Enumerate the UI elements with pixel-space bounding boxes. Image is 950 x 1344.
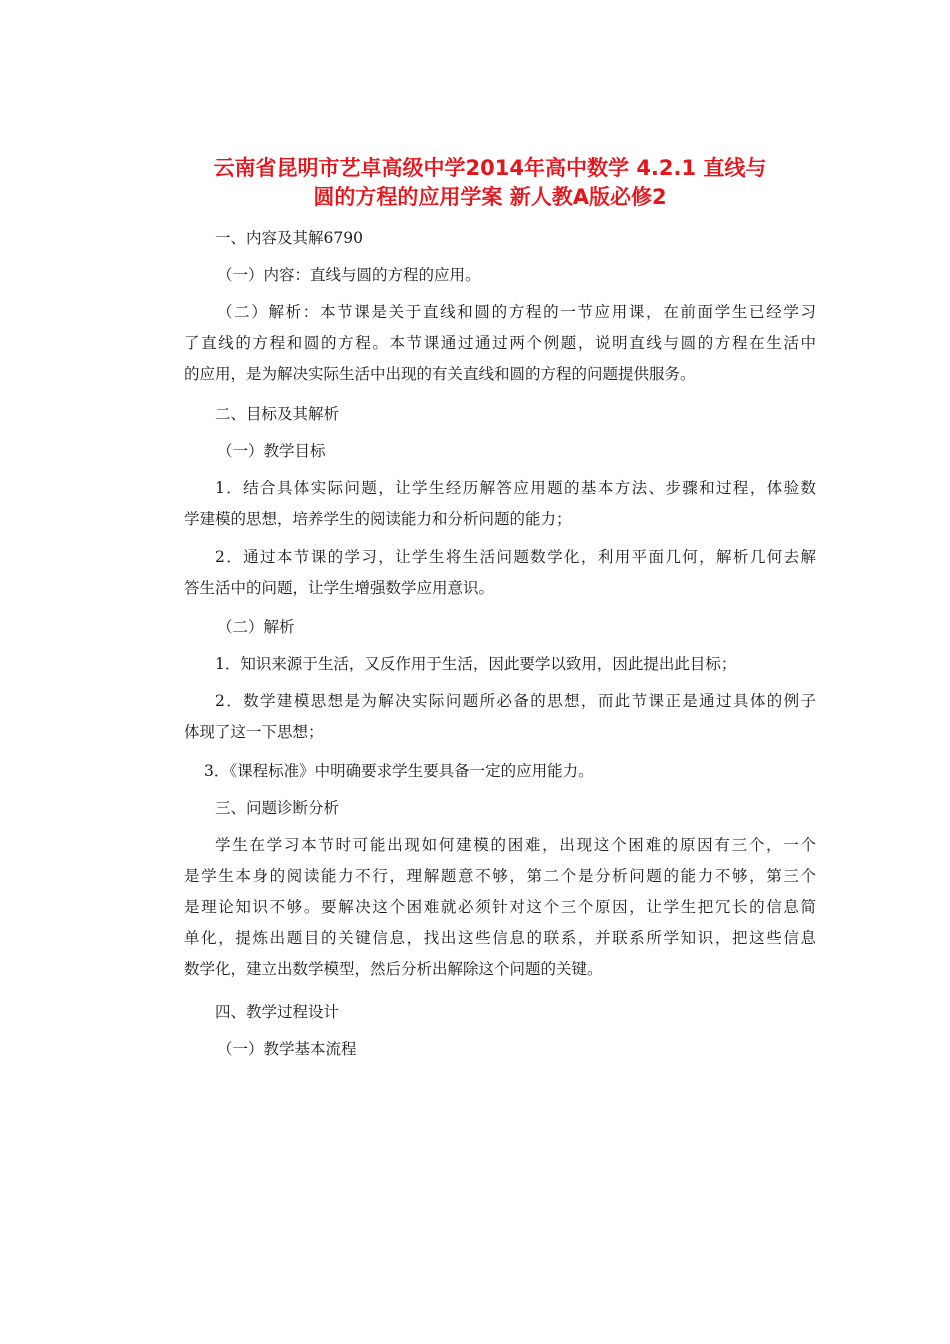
section-heading-4: 四、教学过程设计 [215,1003,340,1021]
analysis-item-paragraph [184,691,816,753]
paragraph-line: 是学生本身的阅读能力不行，理解题意不够，第二个是分析问题的能力不够，第三个 [184,867,816,885]
title-line: 圆的方程的应用学案 新人教A版必修2 [313,185,667,209]
paragraph-line: 是理论知识不够。要解决这个困难就必须针对这个三个原因，让学生把冗长的信息简 [184,898,816,916]
paragraph-line: 2．通过本节课的学习，让学生将生活问题数学化，利用平面几何，解析几何去解 [215,548,816,566]
paragraph-line: 答生活中的问题，让学生增强数学应用意识。 [184,579,495,597]
paragraph-line: 的应用，是为解决实际生活中出现的有关直线和圆的方程的问题提供服务。 [184,365,696,383]
paragraph-line: 1．结合具体实际问题，让学生经历解答应用题的基本方法、步骤和过程，体验数 [215,479,816,497]
paragraph-line: （二）解析：本节课是关于直线和圆的方程的一节应用课，在前面学生已经学习 [217,303,816,321]
goal-paragraph [184,478,816,540]
paragraph-line: 学生在学习本节时可能出现如何建模的困难，出现这个困难的原因有三个，一个 [215,836,816,854]
goal-paragraph [184,547,816,609]
subsection-heading: （一）教学目标 [217,442,326,460]
diagnosis-paragraph [184,835,816,990]
section-heading-1: 一、内容及其解6790 [215,229,363,247]
paragraph-line: 数学化，建立出数学模型，然后分析出解除这个问题的关键。 [184,960,603,978]
analysis-paragraph [184,302,816,395]
analysis-item: 1．知识来源于生活，又反作用于生活，因此要学以致用，因此提出此目标； [215,655,737,673]
title-line: 云南省昆明市艺卓高级中学2014年高中数学 4.2.1 直线与 [213,156,767,180]
paragraph-line: 体现了这一下思想； [184,723,324,741]
paragraph-line: 学建模的思想，培养学生的阅读能力和分析问题的能力； [184,510,572,528]
section-heading-3: 三、问题诊断分析 [215,799,340,817]
subsection-heading: （二）解析 [217,618,295,636]
subsection-heading: （一）教学基本流程 [217,1040,357,1058]
content-line: （一）内容：直线与圆的方程的应用。 [217,266,481,284]
analysis-item: 3．《课程标准》中明确要求学生要具备一定的应用能力。 [204,762,594,780]
document-title [140,154,840,212]
section-heading-2: 二、目标及其解析 [215,405,340,423]
paragraph-line: 2．数学建模思想是为解决实际问题所必备的思想，而此节课正是通过具体的例子 [215,692,816,710]
paragraph-line: 单化，提炼出题目的关键信息，找出这些信息的联系，并联系所学知识，把这些信息 [184,929,816,947]
paragraph-line: 了直线的方程和圆的方程。本节课通过通过两个例题，说明直线与圆的方程在生活中 [184,334,816,352]
